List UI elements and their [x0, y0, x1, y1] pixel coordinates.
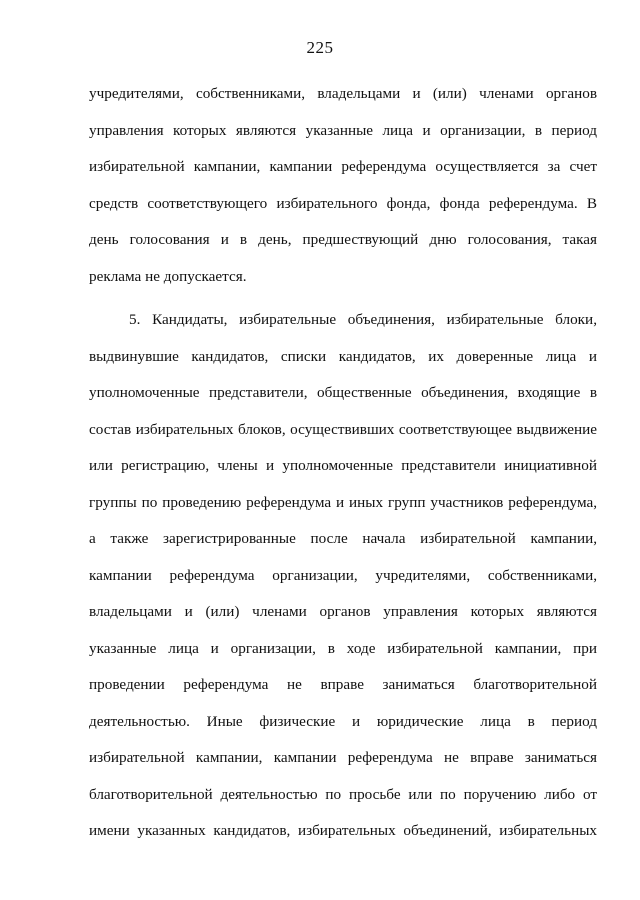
text-line: благотворительной деятельностью по просьбе или по поручению либо от [89, 785, 597, 803]
text-line: средств соответствующего избирательного фонда, фонда референдума. В [89, 194, 597, 212]
text-line: имени указанных кандидатов, избирательных объединений, избирательных [89, 822, 597, 839]
text-line: выдвинувшие кандидатов, списки кандидатов, их доверенные лица и [89, 347, 597, 365]
text-line: день голосования и в день, предшествующий дню голосования, такая [89, 231, 597, 248]
paragraph-gap [89, 295, 597, 302]
text-line: а также зарегистрированные после начала избирательной кампании, [89, 530, 597, 547]
text-line: кампании референдума организации, учредителями, собственниками, [89, 566, 597, 584]
text-line: избирательной кампании, кампании референдума осуществляется за счет [89, 158, 597, 175]
text-line: уполномоченные представители, общественные объединения, входящие в [89, 384, 597, 401]
text-line: группы по проведению референдума и иных групп участников референдума, [89, 493, 597, 511]
text-line: 5. Кандидаты, избирательные объединения, избирательные блоки, [129, 311, 597, 328]
body-text [89, 76, 597, 850]
text-line: реклама не допускается. [89, 267, 247, 285]
text-line: или регистрацию, члены и уполномоченные представители инициативной [89, 457, 597, 474]
text-line: учредителями, собственниками, владельцами и (или) членами органов [89, 85, 597, 102]
text-line: владельцами и (или) членами органов управления которых являются [89, 603, 597, 620]
text-line: избирательной кампании, кампании референдума не вправе заниматься [89, 749, 597, 766]
paragraph-2 [89, 302, 597, 850]
text-line: деятельностью. Иные физические и юридические лица в период [89, 712, 597, 730]
text-line: управления которых являются указанные лица и организации, в период [89, 121, 597, 139]
text-line: состав избирательных блоков, осуществивших соответствующее выдвижение [89, 420, 597, 438]
text-line: проведении референдума не вправе заниматься благотворительной [89, 676, 597, 693]
page-number: 225 [306, 38, 334, 57]
paragraph-1 [89, 76, 597, 295]
text-line: указанные лица и организации, в ходе избирательной кампании, при [89, 639, 597, 657]
